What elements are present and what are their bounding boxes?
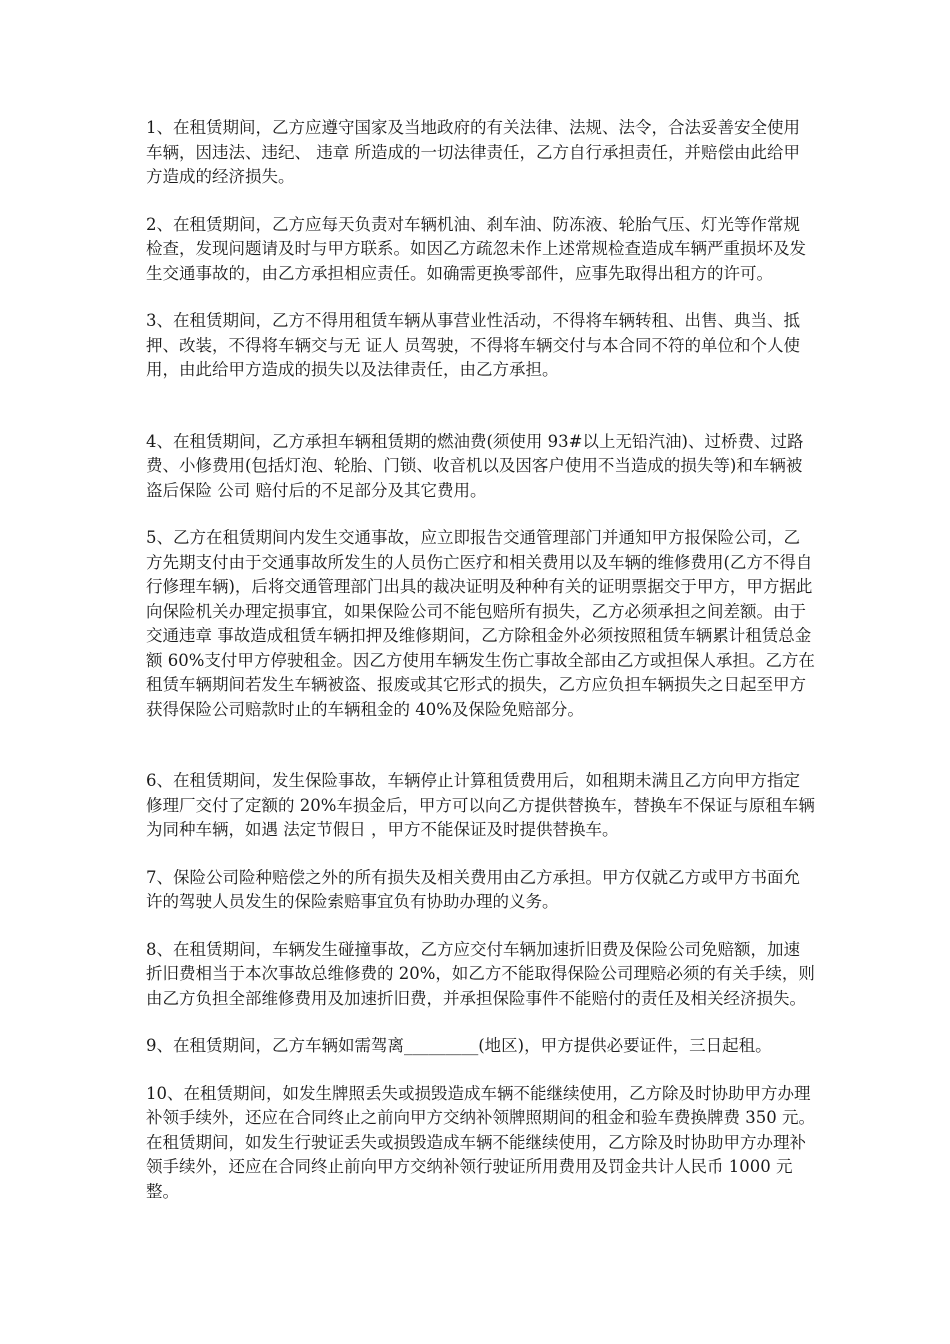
contract-body (146, 116, 816, 1227)
clause-10: 10、在租赁期间，如发生牌照丢失或损毁造成车辆不能继续使用，乙方除及时协助甲方办理补领手续外，还应在合同终止之前向甲方交纳补领牌照期间的租金和验车费换牌费 350 元。在租赁期间，如发生行驶证丢失或损毁造成车辆不能继续使用，乙方除及时协助甲方办理补领手续外，还应在合同终止前向甲方交纳补领行驶证所用费用及罚金共计人民币 1000 元整。 (146, 1083, 815, 1201)
clause-2: 2、在租赁期间，乙方应每天负责对车辆机油、刹车油、防冻液、轮胎气压、灯光等作常规检查，发现问题请及时与甲方联系。如因乙方疏忽未作上述常规检查造成车辆严重损坏及发生交通事故的，由乙方承担相应责任。如确需更换零部件，应事先取得出租方的许可。 (146, 214, 806, 283)
clause-4: 4、在租赁期间，乙方承担车辆租赁期的燃油费(须使用 93#以上无铅汽油)、过桥费、过路费、小修费用(包括灯泡、轮胎、门锁、收音机以及因客户使用不当造成的损失等)和车辆被盗后保险 公司 赔付后的不足部分及其它费用。 (146, 431, 804, 500)
clause-1: 1、在租赁期间，乙方应遵守国家及当地政府的有关法律、法规、法令，合法妥善安全使用车辆，因违法、违纪、 违章 所造成的一切法律责任，乙方自行承担责任，并赔偿由此给甲方造成的经济损失。 (146, 118, 800, 186)
clause-3: 3、在租赁期间，乙方不得用租赁车辆从事营业性活动，不得将车辆转租、出售、典当、抵押、改装，不得将车辆交与无 证人 员驾驶，不得将车辆交付与本合同不符的单位和个人使用，由此给甲方造成的损失以及法律责任，由乙方承担。 (146, 311, 800, 379)
clause-5: 5、乙方在租赁期间内发生交通事故，应立即报告交通管理部门并通知甲方报保险公司，乙方先期支付由于交通事故所发生的人员伤亡医疗和相关费用以及车辆的维修费用(乙方不得自行修理车辆)，后将交通管理部门出具的裁决证明及种种有关的证明票据交于甲方，甲方据此向保险机关办理定损事宜，如果保险公司不能包赔所有损失，乙方必须承担之间差额。由于 交通违章 事故造成租赁车辆扣押及维修期间，乙方除租金外必须按照租赁车辆累计租赁总金额 60%支付甲方停驶租金。因乙方使用车辆发生伤亡事故全部由乙方或担保人承担。乙方在租赁车辆期间若发生车辆被盗、报废或其它形式的损失，乙方应负担车辆损失之日起至甲方获得保险公司赔款时止的车辆租金的 40%及保险免赔部分。 (146, 528, 815, 719)
clause-9: 9、在租赁期间，乙方车辆如需驾离_________(地区)，甲方提供必要证件，三日起租。 (146, 1036, 772, 1055)
clause-7: 7、保险公司险种赔偿之外的所有损失及相关费用由乙方承担。甲方仅就乙方或甲方书面允许的驾驶人员发生的保险索赔事宜负有协助办理的义务。 (146, 867, 800, 911)
clause-8: 8、在租赁期间，车辆发生碰撞事故，乙方应交付车辆加速折旧费及保险公司免赔额，加速折旧费相当于本次事故总维修费的 20%，如乙方不能取得保险公司理赔必须的有关手续，则由乙方负担全部维修费用及加速折旧费，并承担保险事件不能赔付的责任及相关经济损失。 (146, 939, 815, 1008)
clause-6: 6、在租赁期间，发生保险事故，车辆停止计算租赁费用后，如租期未满且乙方向甲方指定修理厂交付了定额的 20%车损金后，甲方可以向乙方提供替换车，替换车不保证与原租车辆为同种车辆，如遇 法定节假日 ，甲方不能保证及时提供替换车。 (146, 771, 815, 839)
